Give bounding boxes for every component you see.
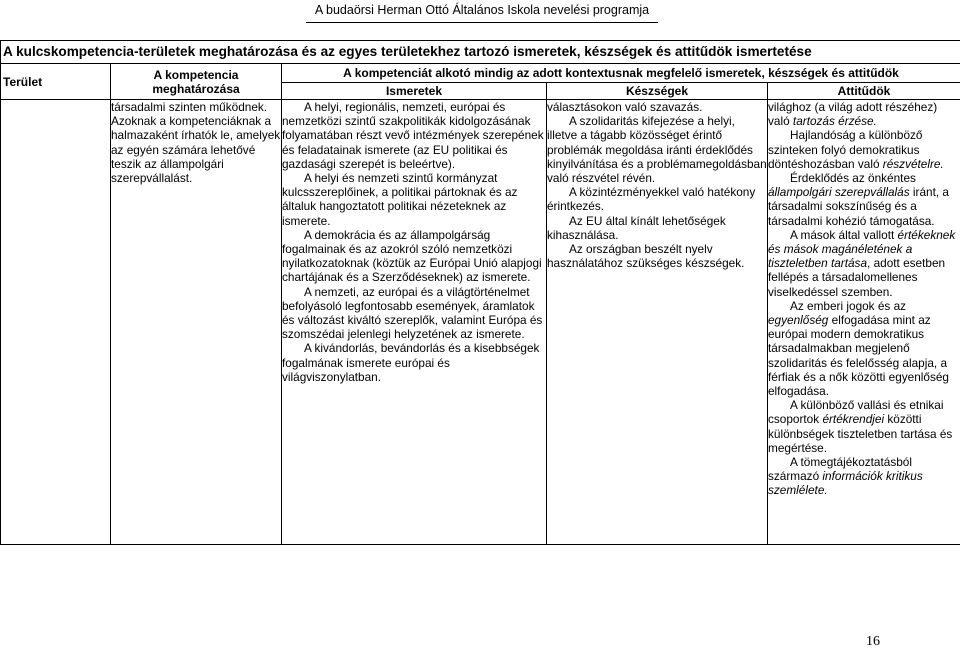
attitudok-p2 xyxy=(768,128,960,171)
header-row xyxy=(1,64,960,83)
ismeretek-cell xyxy=(282,100,547,545)
keszsegek-p5: Az országban beszélt nyelv használatához szükséges készségek. xyxy=(547,242,745,271)
kompetencia-text: társadalmi szinten működnek. Azoknak a kompetenciáknak a halmazaként írhatók le, amelyek az egyén számára lehetővé teszik az állampolgári szerepvállalást. xyxy=(111,100,281,186)
attitudok-p5-text: Az emberi jogok és az xyxy=(790,298,907,313)
table-title-row xyxy=(1,41,960,64)
ismeretek-p3: A demokrácia és az állampolgárság fogalmainak és az azokról szóló nemzetközi nyilatkozatoknak (köztük az Európai Unió alapjogi chartájának és a Szerződéseknek) az ismerete. xyxy=(282,227,542,285)
attitudok-p6-tail: közötti különbségek tiszteletben tartása és megértése. xyxy=(768,412,953,455)
table-title: A kulcskompetencia-területek meghatározása és az egyes területekhez tartozó ismeretek, készségek és attitűdök ismertetése xyxy=(1,41,960,64)
keszsegek-p2: A szolidaritás kifejezése a helyi, illetve a tágabb közösséget érintő problémák megoldása iránti érdeklődés kinyilvánítása és a problémamegoldásban való részvétel révén. xyxy=(547,114,767,186)
page-number: 16 xyxy=(866,634,880,649)
ismeretek-p2: A helyi és nemzeti szintű kormányzat kulcsszereplőinek, a politikai pártoknak és az általuk hangoztatott politikai nézeteknek az ismerete. xyxy=(282,171,518,228)
ismeretek-p4: A nemzeti, az európai és a világtörténelmet befolyásoló legfontosabb események, áramlatok és változást kiváltó szereplők, valamint Európa és szomszédai jelenlegi helyzetének az ismerete. xyxy=(282,284,543,342)
attitudok-p6-emph: értékrendjei xyxy=(822,412,885,427)
attitudok-p7 xyxy=(768,455,960,498)
attitudok-p3-tail: iránt, a társadalmi sokszínűség és a társadalmi kohézió támogatása. xyxy=(768,185,949,228)
attitudok-p4-tail: , adott esetben fellépés a társadalomellenes viselkedéssel szemben. xyxy=(768,256,946,299)
ismeretek-p1: A helyi, regionális, nemzeti, európai és nemzetközi szintű szakpolitikák kidolgozásának folyamatában részt vevő intézmények szerepének és feladatainak ismerete (az EU politikai és gazdasági szerepét is beleértve). xyxy=(282,100,544,171)
attitudok-p4-text: A mások által vallott xyxy=(790,227,898,242)
attitudok-p2-emph: részvételre. xyxy=(882,156,944,171)
attitudok-p4-emph: értékeknek és mások magánéletének a tiszteletben tartása xyxy=(768,227,956,271)
header-keszsegek: Készségek xyxy=(547,83,768,100)
ismeretek-p5: A kivándorlás, bevándorlás és a kisebbségek fogalmának ismerete európai és világviszonylatban. xyxy=(282,341,540,384)
attitudok-p3 xyxy=(768,171,960,228)
keszsegek-cell xyxy=(547,100,768,545)
attitudok-p4 xyxy=(768,228,960,299)
attitudok-p5-tail: elfogadása mint az európai modern demokratikus társadalmakban megjelenő szolidaritás és felelősség alapja, a férfiak és a nők közötti egyenlőség elfogadása. xyxy=(768,313,949,399)
attitudok-p5-emph: egyenlőség xyxy=(768,313,829,328)
attitudok-p6-text: A különböző vallási és etnikai csoportok xyxy=(768,398,944,427)
attitudok-p3-emph: állampolgári szerepvállalás xyxy=(768,185,910,200)
attitudok-p3-text: Érdeklődés az önkéntes xyxy=(790,171,916,186)
attitudok-p5 xyxy=(768,299,960,398)
header-ismeretek: Ismeretek xyxy=(282,83,547,100)
header-terulet: Terület xyxy=(1,64,111,100)
attitudok-p2-text: Hajlandóság a különböző szinteken folyó demokratikus döntéshozásban való xyxy=(768,128,923,171)
content-row xyxy=(1,100,960,545)
header-kompetencia xyxy=(111,64,282,100)
keszsegek-p3: A közintézményekkel való hatékony érintkezés. xyxy=(547,185,756,214)
attitudok-p1 xyxy=(768,100,960,128)
running-header: A budaörsi Herman Ottó Általános Iskola nevelési programja xyxy=(306,2,658,23)
terulet-cell xyxy=(1,100,111,545)
competence-table xyxy=(0,40,960,545)
attitudok-p1-text: világhoz (a világ adott részéhez) való xyxy=(768,100,938,129)
attitudok-p6 xyxy=(768,398,960,455)
keszsegek-p4: Az EU által kínált lehetőségek kihasználása. xyxy=(547,213,726,242)
attitudok-p7-text: A tömegtájékoztatásból származó xyxy=(768,455,912,484)
attitudok-p1-emph: tartozás érzése. xyxy=(792,114,877,129)
attitudok-cell xyxy=(768,100,960,545)
kompetencia-cell xyxy=(111,100,282,545)
header-kompetencia-text: A kompetencia meghatározása xyxy=(152,67,240,96)
header-attitudok: Attitűdök xyxy=(768,83,960,100)
header-group: A kompetenciát alkotó mindig az adott kontextusnak megfelelő ismeretek, készségek és attitűdök xyxy=(282,64,960,83)
attitudok-p7-emph: információk kritikus szemlélete. xyxy=(768,469,923,498)
keszsegek-p1: választásokon való szavazás. xyxy=(547,100,703,114)
